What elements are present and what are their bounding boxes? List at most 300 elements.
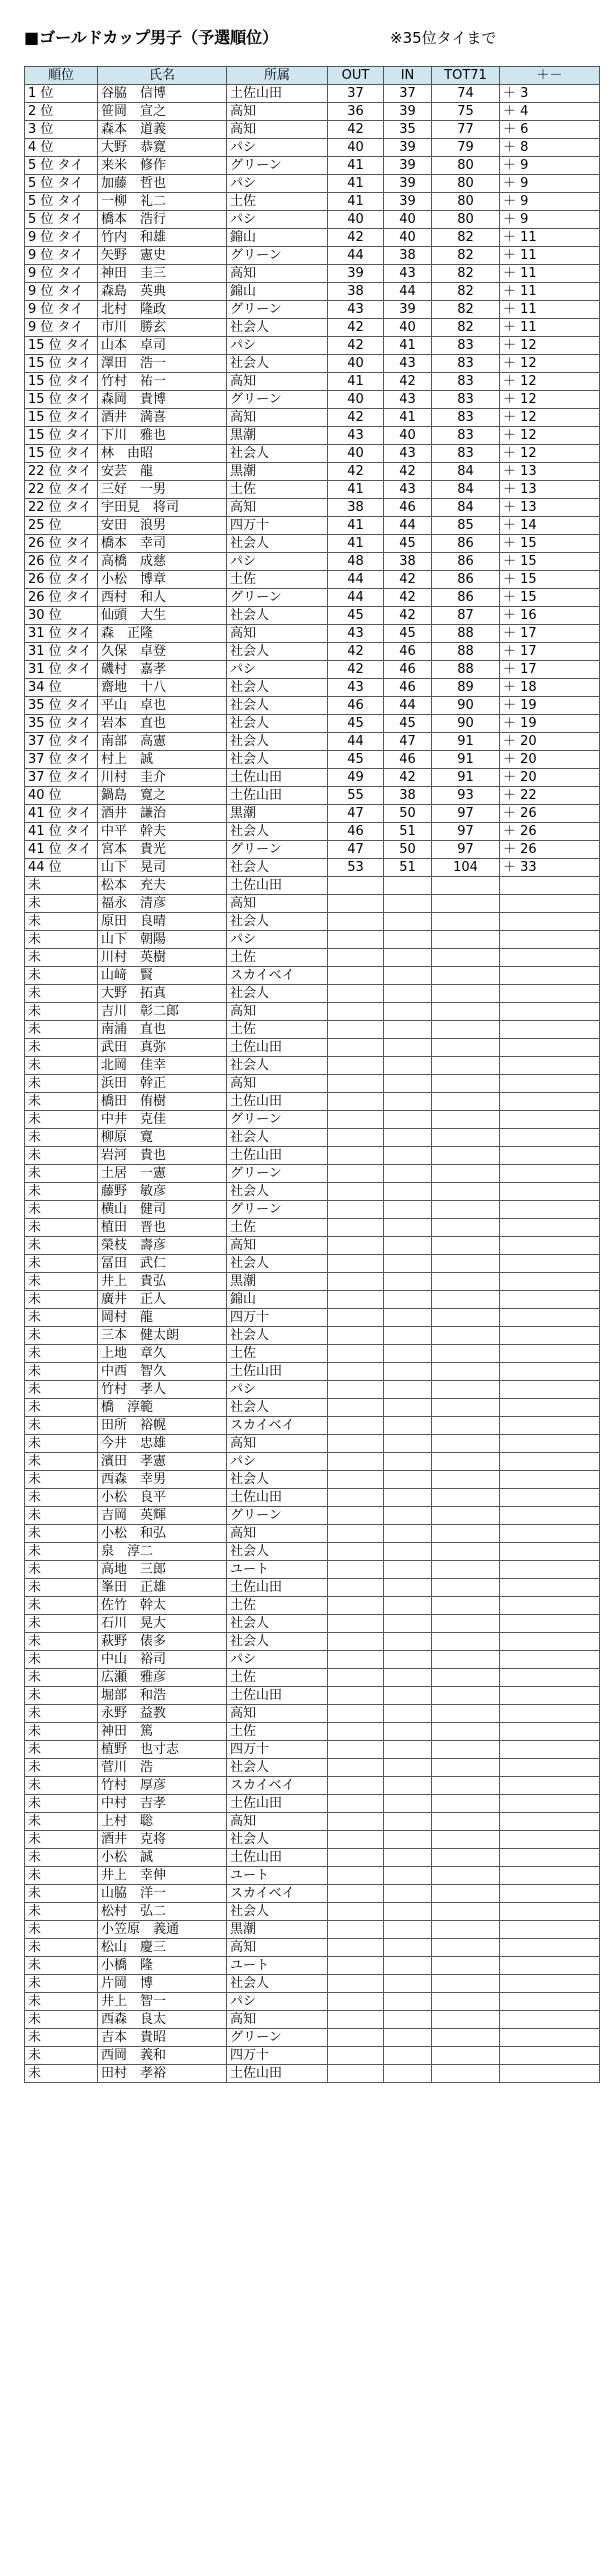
table-row [25,1867,600,1885]
club-cell: 黒潮 [227,427,328,445]
diff-cell: ＋ 9 [500,157,600,175]
in-cell: 45 [384,715,432,733]
diff-cell [500,1417,600,1435]
club-cell: 社会人 [227,715,328,733]
total-cell [432,1831,500,1849]
table-row [25,1903,600,1921]
diff-cell [500,1705,600,1723]
rank-cell: 未 [25,967,98,985]
total-cell: 86 [432,589,500,607]
diff-cell: ＋ 6 [500,121,600,139]
club-cell: 社会人 [227,823,328,841]
diff-cell [500,1867,600,1885]
total-cell: 80 [432,211,500,229]
in-cell: 44 [384,517,432,535]
table-row [25,1633,600,1651]
out-cell [328,1165,384,1183]
rank-cell: 31 位 タイ [25,661,98,679]
diff-cell: ＋ 12 [500,427,600,445]
in-cell: 45 [384,625,432,643]
table-row [25,1075,600,1093]
total-cell: 89 [432,679,500,697]
rank-cell: 15 位 タイ [25,445,98,463]
out-cell [328,1237,384,1255]
total-cell: 80 [432,175,500,193]
total-cell: 97 [432,841,500,859]
rank-cell: 30 位 [25,607,98,625]
diff-cell: ＋ 33 [500,859,600,877]
table-row [25,661,600,679]
rank-cell: 未 [25,949,98,967]
out-cell: 40 [328,355,384,373]
name-cell: 谷脇 信博 [98,85,227,103]
table-row [25,319,600,337]
name-cell: 澤田 浩一 [98,355,227,373]
out-cell: 42 [328,121,384,139]
in-cell: 39 [384,301,432,319]
club-cell: 土佐山田 [227,1489,328,1507]
name-cell: 中山 裕司 [98,1651,227,1669]
out-cell: 37 [328,85,384,103]
club-cell: 社会人 [227,1471,328,1489]
diff-cell [500,1435,600,1453]
name-cell: 佐竹 幹太 [98,1597,227,1615]
out-cell [328,1453,384,1471]
table-row [25,625,600,643]
diff-cell [500,1255,600,1273]
in-cell [384,1849,432,1867]
rank-cell: 未 [25,985,98,1003]
diff-cell [500,1003,600,1021]
table-row [25,877,600,895]
rank-cell: 未 [25,1309,98,1327]
table-row [25,1993,600,2011]
table-row [25,1255,600,1273]
table-row [25,679,600,697]
diff-cell: ＋ 26 [500,805,600,823]
in-cell [384,1723,432,1741]
diff-cell [500,1579,600,1597]
table-row [25,157,600,175]
name-cell: 鍋島 寛之 [98,787,227,805]
out-cell: 46 [328,697,384,715]
club-cell: 社会人 [227,733,328,751]
in-cell: 42 [384,463,432,481]
diff-cell [500,1993,600,2011]
in-cell: 46 [384,751,432,769]
total-cell: 84 [432,463,500,481]
rank-cell: 未 [25,1597,98,1615]
name-cell: 山下 晃司 [98,859,227,877]
diff-cell [500,1741,600,1759]
total-cell: 86 [432,535,500,553]
total-cell [432,1111,500,1129]
rank-cell: 未 [25,1489,98,1507]
table-row [25,1219,600,1237]
rank-cell: 未 [25,1345,98,1363]
in-cell [384,967,432,985]
in-cell [384,1525,432,1543]
in-cell: 38 [384,247,432,265]
diff-cell [500,1885,600,1903]
club-cell: 社会人 [227,985,328,1003]
total-cell [432,1939,500,1957]
table-row [25,985,600,1003]
total-cell [432,931,500,949]
club-cell: 高知 [227,265,328,283]
out-cell [328,1615,384,1633]
in-cell [384,2047,432,2065]
diff-cell: ＋ 14 [500,517,600,535]
total-cell: 82 [432,265,500,283]
name-cell: 齋地 十八 [98,679,227,697]
name-cell: 小橋 隆 [98,1957,227,1975]
in-cell: 42 [384,373,432,391]
diff-cell [500,985,600,1003]
total-cell [432,1363,500,1381]
diff-cell [500,1597,600,1615]
out-cell [328,1255,384,1273]
rank-cell: 9 位 タイ [25,229,98,247]
club-cell: 土佐 [227,1723,328,1741]
in-cell [384,1957,432,1975]
in-cell: 43 [384,481,432,499]
table-row [25,355,600,373]
name-cell: 北岡 佳幸 [98,1057,227,1075]
total-cell: 83 [432,355,500,373]
name-cell: 宮本 貴光 [98,841,227,859]
total-cell: 74 [432,85,500,103]
total-cell [432,985,500,1003]
name-cell: 山下 朝陽 [98,931,227,949]
name-cell: 竹村 孝人 [98,1381,227,1399]
rank-cell: 3 位 [25,121,98,139]
name-cell: 松本 充夫 [98,877,227,895]
rank-cell: 未 [25,1471,98,1489]
diff-cell: ＋ 15 [500,535,600,553]
total-cell [432,1345,500,1363]
total-cell [432,1093,500,1111]
rank-cell: 44 位 [25,859,98,877]
total-cell: 91 [432,733,500,751]
diff-cell [500,1453,600,1471]
diff-cell: ＋ 17 [500,625,600,643]
out-cell [328,985,384,1003]
diff-cell: ＋ 15 [500,589,600,607]
total-cell [432,1183,500,1201]
rank-cell: 35 位 タイ [25,697,98,715]
in-cell: 39 [384,175,432,193]
in-cell [384,1057,432,1075]
out-cell: 36 [328,103,384,121]
total-cell [432,2011,500,2029]
table-row [25,1237,600,1255]
table-row [25,193,600,211]
out-cell: 43 [328,427,384,445]
name-cell: 山脇 洋一 [98,1885,227,1903]
rank-cell: 未 [25,1057,98,1075]
table-row [25,139,600,157]
total-cell: 82 [432,283,500,301]
rank-cell: 未 [25,1255,98,1273]
rank-cell: 未 [25,877,98,895]
diff-cell [500,1327,600,1345]
diff-cell [500,1525,600,1543]
table-row [25,949,600,967]
total-cell [432,2047,500,2065]
cutoff-note: ※35位タイまで [390,29,497,47]
total-cell [432,1777,500,1795]
col-header-diff: ＋－ [500,67,600,85]
table-row [25,1525,600,1543]
diff-cell [500,1237,600,1255]
rank-cell: 9 位 タイ [25,301,98,319]
diff-cell [500,1777,600,1795]
in-cell [384,1975,432,1993]
in-cell [384,1993,432,2011]
club-cell: 社会人 [227,1831,328,1849]
total-cell [432,1219,500,1237]
table-row [25,1399,600,1417]
club-cell: グリーン [227,247,328,265]
rank-cell: 未 [25,1939,98,1957]
in-cell [384,1147,432,1165]
club-cell: 社会人 [227,859,328,877]
rank-cell: 未 [25,1651,98,1669]
in-cell [384,1831,432,1849]
in-cell [384,1885,432,1903]
table-row [25,1471,600,1489]
table-row [25,409,600,427]
col-header-out: OUT [328,67,384,85]
total-cell: 80 [432,193,500,211]
name-cell: 浜田 幹正 [98,1075,227,1093]
total-cell [432,1615,500,1633]
rank-cell: 未 [25,1777,98,1795]
total-cell [432,1147,500,1165]
club-cell: 社会人 [227,643,328,661]
total-cell [432,1309,500,1327]
rank-cell: 未 [25,1435,98,1453]
club-cell: 土佐山田 [227,85,328,103]
diff-cell: ＋ 12 [500,373,600,391]
diff-cell: ＋ 15 [500,571,600,589]
col-header-club: 所属 [227,67,328,85]
name-cell: 田所 裕幌 [98,1417,227,1435]
diff-cell [500,1039,600,1057]
out-cell: 46 [328,823,384,841]
results-body [25,85,600,2083]
rank-cell: 26 位 タイ [25,553,98,571]
total-cell: 90 [432,697,500,715]
club-cell: 四万十 [227,517,328,535]
rank-cell: 未 [25,1075,98,1093]
table-row [25,283,600,301]
total-cell [432,1705,500,1723]
diff-cell: ＋ 11 [500,283,600,301]
club-cell: 社会人 [227,1399,328,1417]
rank-cell: 5 位 タイ [25,157,98,175]
rank-cell: 26 位 タイ [25,571,98,589]
club-cell: 高知 [227,895,328,913]
club-cell: 黒潮 [227,1273,328,1291]
diff-cell [500,2047,600,2065]
table-row [25,499,600,517]
name-cell: 橋 淳範 [98,1399,227,1417]
diff-cell [500,949,600,967]
name-cell: 榮枝 壽彦 [98,1237,227,1255]
in-cell: 50 [384,841,432,859]
total-cell [432,1579,500,1597]
out-cell [328,1507,384,1525]
name-cell: 中村 吉孝 [98,1795,227,1813]
rank-cell: 4 位 [25,139,98,157]
club-cell: グリーン [227,1201,328,1219]
out-cell: 40 [328,391,384,409]
diff-cell [500,1687,600,1705]
in-cell [384,1813,432,1831]
name-cell: 吉岡 英輝 [98,1507,227,1525]
table-row [25,751,600,769]
total-cell: 88 [432,643,500,661]
total-cell: 84 [432,499,500,517]
total-cell [432,1399,500,1417]
name-cell: 大野 拓真 [98,985,227,1003]
club-cell: グリーン [227,1111,328,1129]
name-cell: 柳原 寛 [98,1129,227,1147]
rank-cell: 41 位 タイ [25,841,98,859]
in-cell: 42 [384,769,432,787]
name-cell: 泉 淳二 [98,1543,227,1561]
name-cell: 安田 浪男 [98,517,227,535]
total-cell: 80 [432,157,500,175]
rank-cell: 未 [25,1219,98,1237]
rank-cell: 未 [25,1291,98,1309]
diff-cell: ＋ 17 [500,661,600,679]
name-cell: 松村 弘二 [98,1903,227,1921]
rank-cell: 未 [25,1003,98,1021]
club-cell: 社会人 [227,535,328,553]
diff-cell [500,1183,600,1201]
diff-cell [500,2065,600,2083]
club-cell: 高知 [227,1237,328,1255]
club-cell: スカイベイ [227,1885,328,1903]
name-cell: 福永 清彦 [98,895,227,913]
table-row [25,103,600,121]
club-cell: パシ [227,1651,328,1669]
total-cell [432,1273,500,1291]
club-cell: ユート [227,1957,328,1975]
rank-cell: 未 [25,1201,98,1219]
out-cell: 42 [328,463,384,481]
name-cell: 神田 圭三 [98,265,227,283]
in-cell [384,1363,432,1381]
club-cell: 土佐山田 [227,1579,328,1597]
club-cell: 土佐山田 [227,1363,328,1381]
in-cell [384,1075,432,1093]
club-cell: 社会人 [227,1975,328,1993]
total-cell [432,1975,500,1993]
name-cell: 横山 健司 [98,1201,227,1219]
out-cell: 48 [328,553,384,571]
out-cell: 42 [328,229,384,247]
diff-cell: ＋ 20 [500,733,600,751]
name-cell: 原田 良晴 [98,913,227,931]
diff-cell [500,1651,600,1669]
total-cell: 85 [432,517,500,535]
in-cell: 42 [384,571,432,589]
diff-cell: ＋ 13 [500,499,600,517]
name-cell: 下川 雅也 [98,427,227,445]
name-cell: 吉本 貴昭 [98,2029,227,2047]
table-row [25,913,600,931]
out-cell [328,1723,384,1741]
rank-cell: 未 [25,1993,98,2011]
total-cell [432,1741,500,1759]
out-cell [328,1471,384,1489]
rank-cell: 未 [25,1795,98,1813]
total-cell [432,1867,500,1885]
rank-cell: 未 [25,1525,98,1543]
club-cell: パシ [227,175,328,193]
club-cell: 社会人 [227,355,328,373]
club-cell: 社会人 [227,1183,328,1201]
club-cell: 土佐 [227,1597,328,1615]
in-cell [384,949,432,967]
diff-cell: ＋ 20 [500,751,600,769]
club-cell: 土佐山田 [227,1795,328,1813]
in-cell [384,1867,432,1885]
total-cell [432,1453,500,1471]
rank-cell: 未 [25,1111,98,1129]
name-cell: 安芸 龍 [98,463,227,481]
rank-cell: 37 位 タイ [25,769,98,787]
rank-cell: 35 位 タイ [25,715,98,733]
club-cell: 土佐 [227,1021,328,1039]
total-cell [432,1903,500,1921]
out-cell [328,1075,384,1093]
club-cell: 社会人 [227,751,328,769]
name-cell: 岡村 龍 [98,1309,227,1327]
diff-cell [500,1021,600,1039]
total-cell: 83 [432,391,500,409]
in-cell [384,1273,432,1291]
in-cell: 39 [384,193,432,211]
out-cell: 42 [328,319,384,337]
diff-cell: ＋ 11 [500,229,600,247]
club-cell: 高知 [227,103,328,121]
diff-cell [500,1903,600,1921]
in-cell [384,931,432,949]
club-cell: 土佐 [227,1345,328,1363]
total-cell [432,1039,500,1057]
table-row [25,1291,600,1309]
out-cell [328,1939,384,1957]
in-cell [384,1417,432,1435]
rank-cell: 未 [25,913,98,931]
diff-cell [500,1219,600,1237]
rank-cell: 未 [25,1741,98,1759]
rank-cell: 未 [25,2047,98,2065]
total-cell [432,967,500,985]
out-cell [328,2029,384,2047]
table-row [25,1831,600,1849]
in-cell [384,2011,432,2029]
out-cell [328,1399,384,1417]
diff-cell [500,1615,600,1633]
diff-cell [500,1489,600,1507]
diff-cell: ＋ 26 [500,841,600,859]
